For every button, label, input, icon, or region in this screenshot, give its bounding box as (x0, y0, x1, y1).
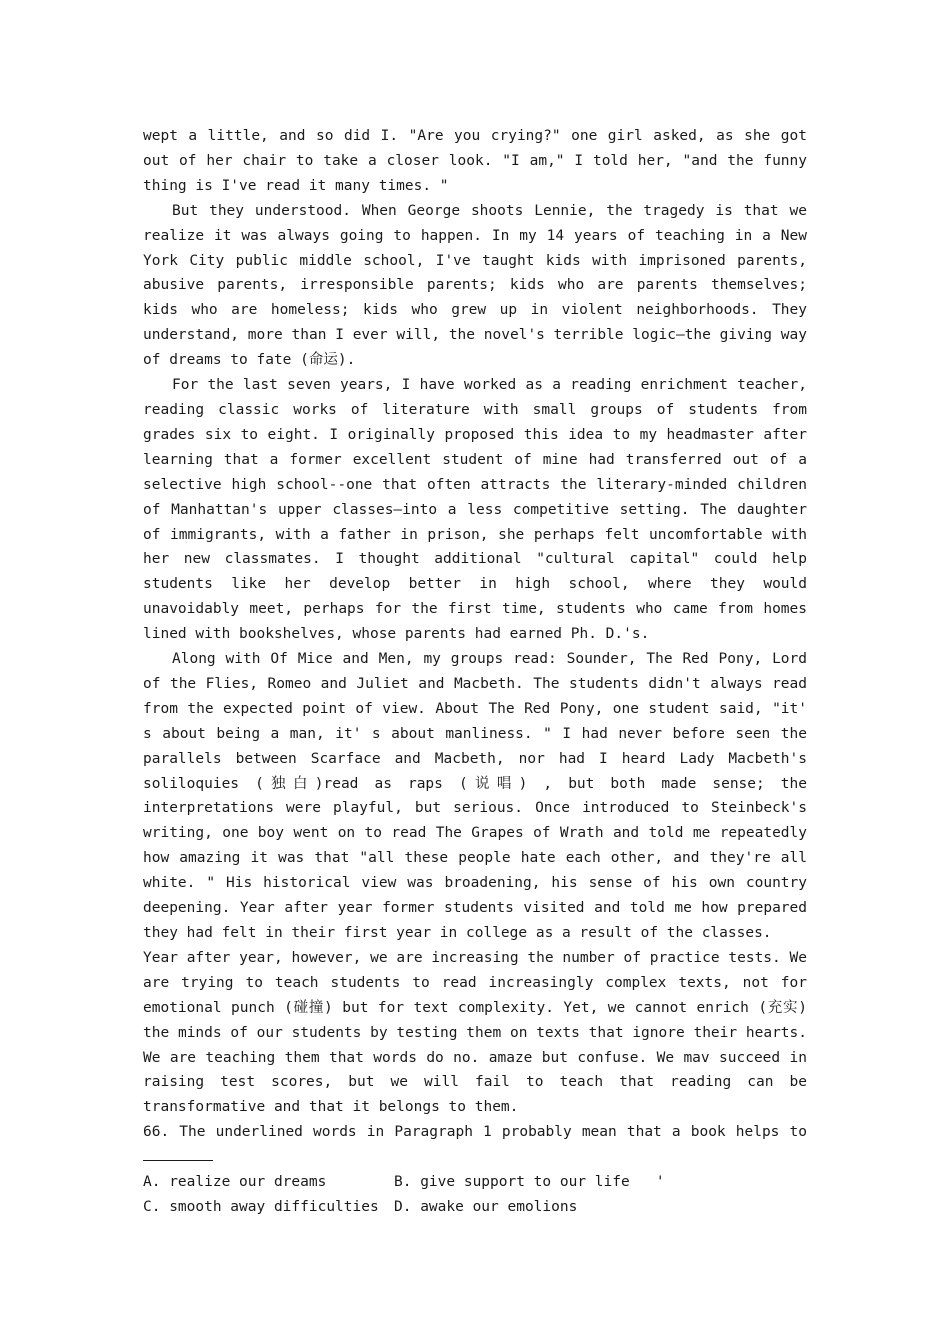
paragraph-5: Year after year, however, we are increasing the number of practice tests. We are trying to teach students to read increasingly complex texts, not for emotional punch (碰撞) but for text complexity. Yet, we cannot enrich (充实) the minds of our students by testing them on texts that ignore their hearts. We are teaching them that words do no. amaze but confuse. We mav succeed in raising test scores, but we will fail to teach that reading can be transformative and that it belongs to them. (143, 949, 807, 1116)
option-a: A. realize our dreams (143, 1174, 327, 1191)
document-page (143, 124, 807, 1220)
answer-blank (143, 1146, 213, 1161)
answer-options (143, 1170, 807, 1220)
option-c: C. smooth away difficulties (143, 1198, 379, 1215)
paragraph-2: But they understood. When George shoots Lennie, the tragedy is that we realize it was always going to happen. In my 14 years of teaching in a New York City public middle school, I've taught kids with imprisoned parents, abusive parents, irresponsible parents; kids who are parents themselves; kids who are homeless; kids who grew up in violent neighborhoods. They understand, more than I ever will, the novel's terrible logic—the giving way of dreams to fate (命运). (143, 202, 807, 369)
paragraph-3: For the last seven years, I have worked as a reading enrichment teacher, reading classic works of literature with small groups of students from grades six to eight. I originally proposed this idea to my headmaster after learning that a former excellent student of mine had transferred out of a selective high school--one that often attracts the literary-minded children of Manhattan's upper classes—into a less competitive setting. The daughter of immigrants, with a father in prison, she perhaps felt uncomfortable with her new classmates. I thought additional "cultural capital" could help students like her develop better in high school, where they would unavoidably meet, perhaps for the first time, students who came from homes lined with bookshelves, whose parents had earned Ph. D.'s. (143, 377, 807, 643)
question-66 (143, 1120, 807, 1170)
paragraph-1: wept a little, and so did I. "Are you crying?" one girl asked, as she got out of her chair to take a closer look. "I am," I told her, "and the funny thing is I've read it many times. " (143, 128, 807, 194)
question-text: 66. The underlined words in Paragraph 1 probably mean that a book helps to (143, 1124, 807, 1141)
option-b: B. give support to our life ' (394, 1174, 665, 1191)
option-d: D. awake our emolions (394, 1198, 578, 1215)
paragraph-4: Along with Of Mice and Men, my groups read: Sounder, The Red Pony, Lord of the Flies, Romeo and Juliet and Macbeth. The students didn't always read from the expected point of view. About The Red Pony, one student said, "it' s about being a man, it' s about manliness. " I had never before seen the parallels between Scarface and Macbeth, nor had I heard Lady Macbeth's soliloquies (独白)read as raps (说唱) , but both made sense; the interpretations were playful, but serious. Once introduced to Steinbeck's writing, one boy went on to read The Grapes of Wrath and told me repeatedly how amazing it was that "all these people hate each other, and they're all white. " His historical view was broadening, his sense of his own country deepening. Year after year former students visited and told me how prepared they had felt in their first year in college as a result of the classes. (143, 651, 807, 941)
